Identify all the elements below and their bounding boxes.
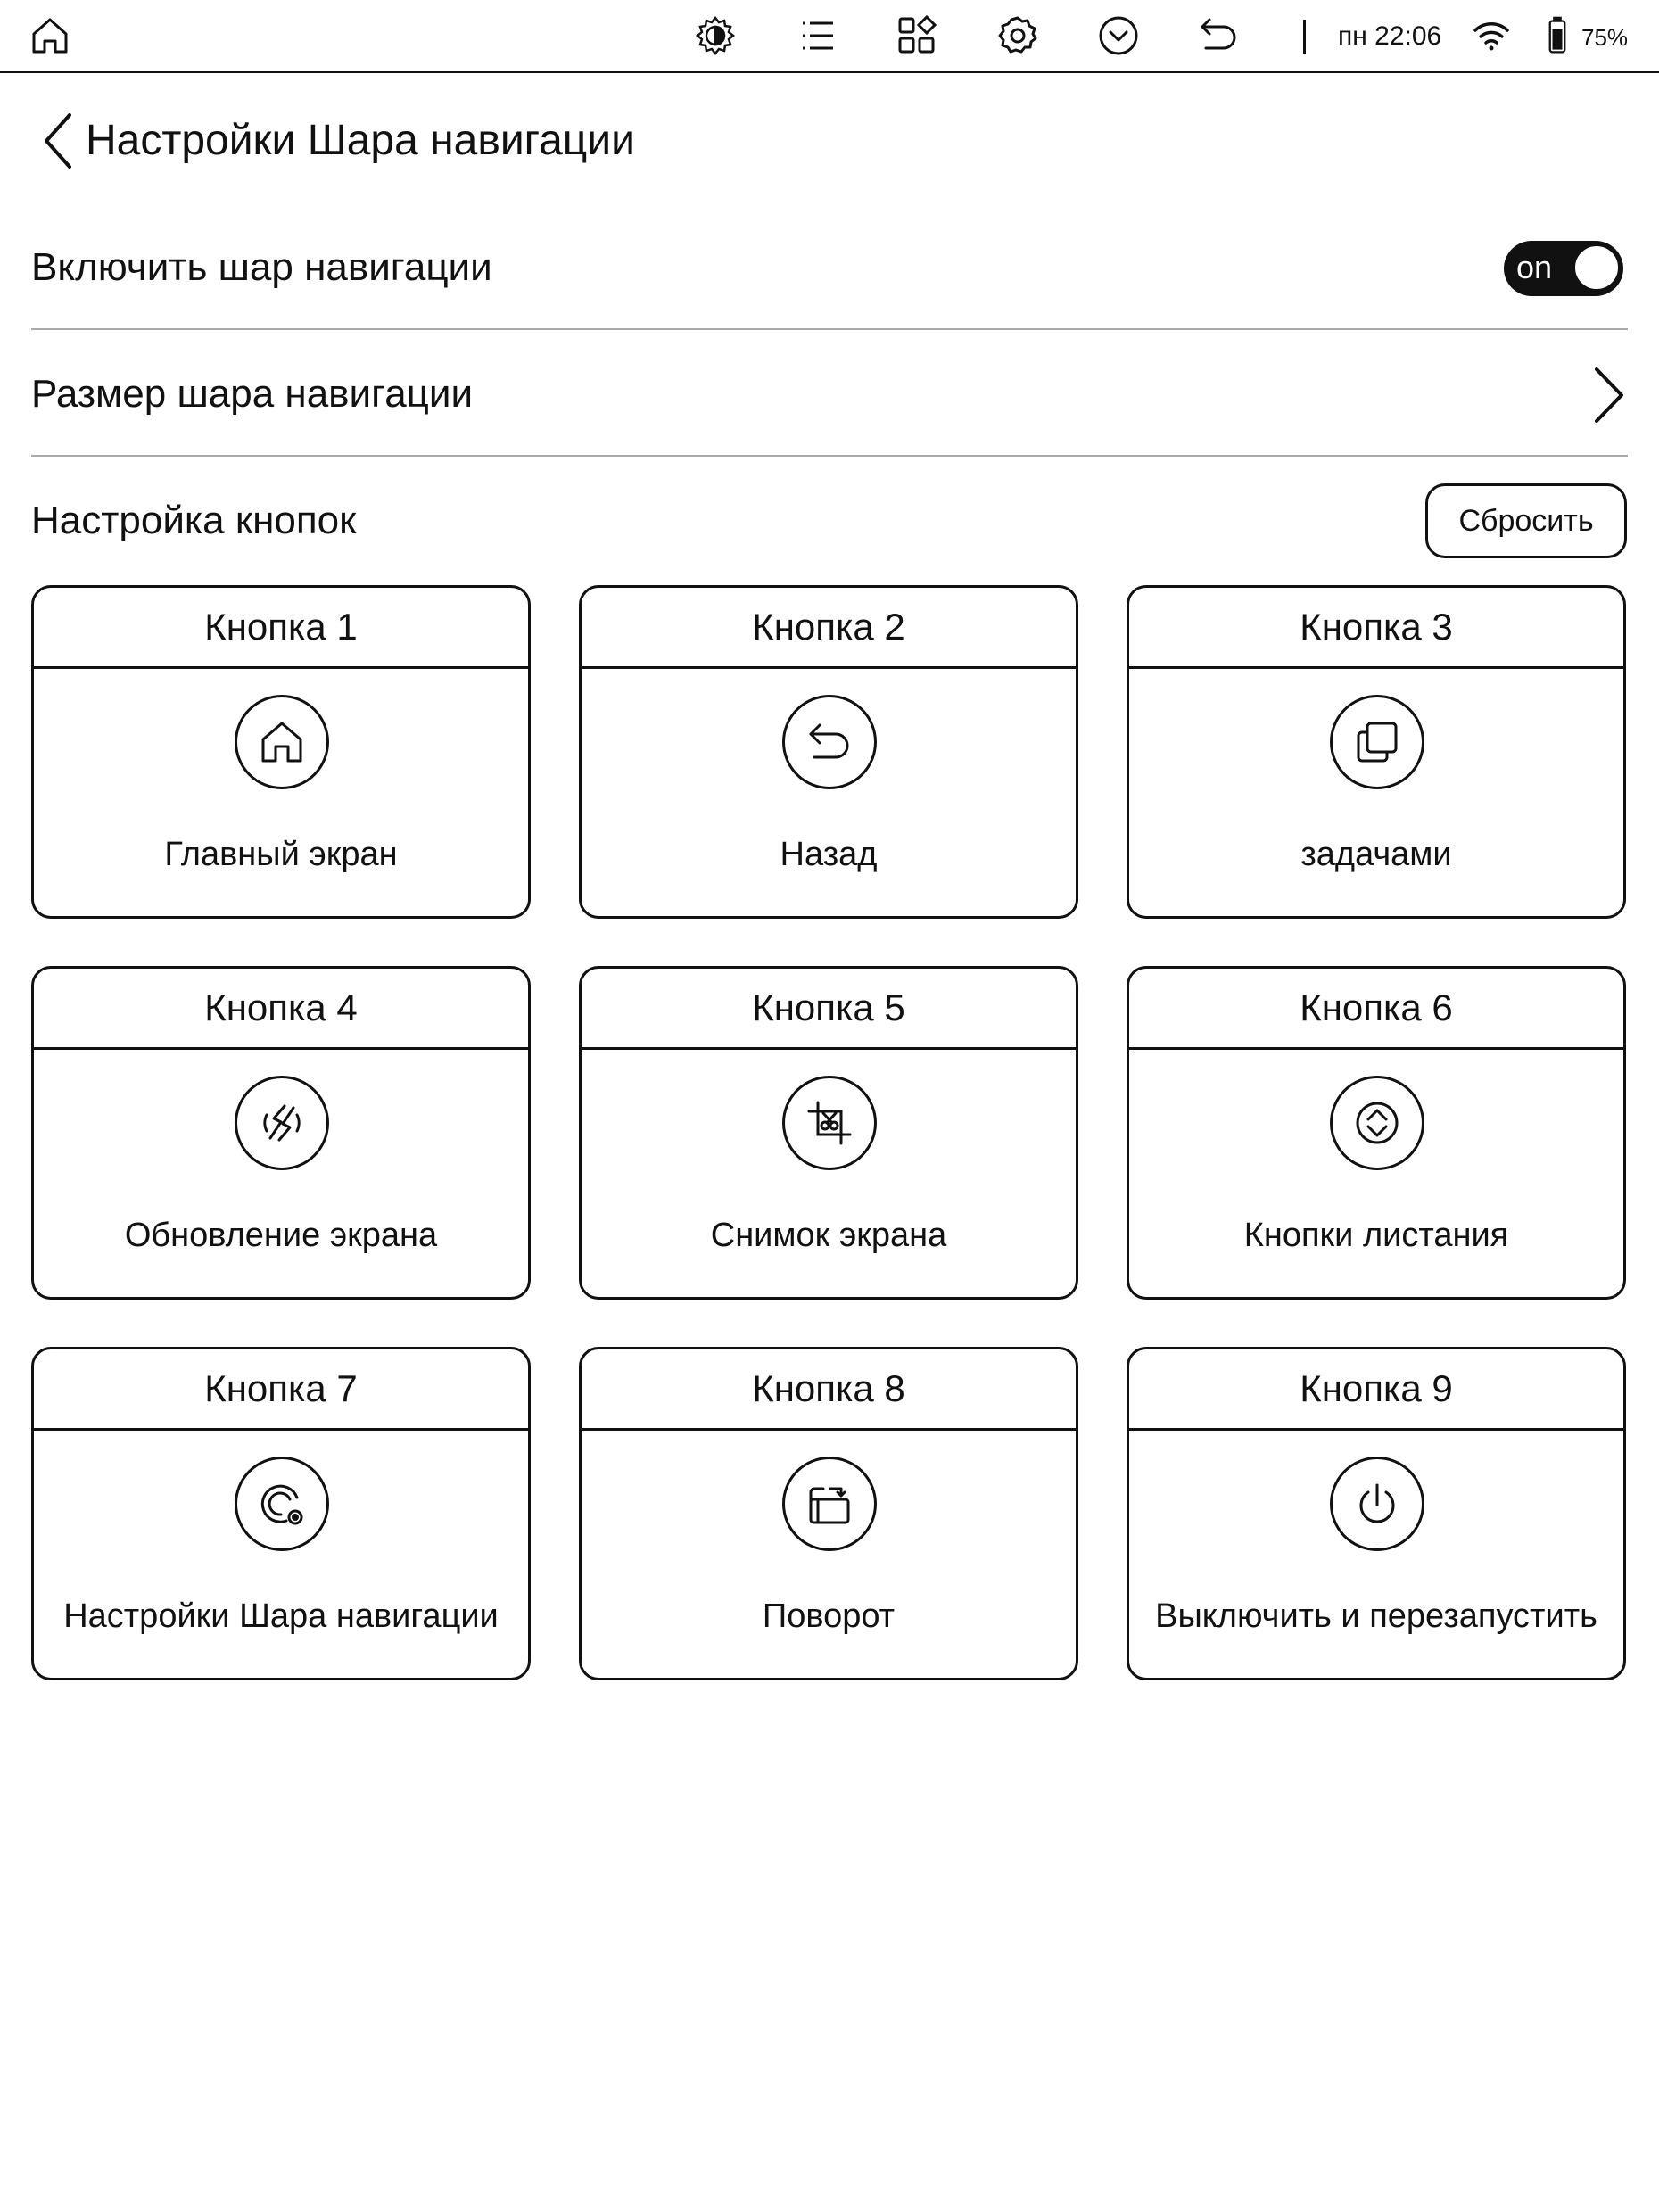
button-card-4[interactable]	[31, 966, 531, 1300]
home-icon[interactable]	[27, 12, 73, 59]
list-icon[interactable]	[794, 12, 840, 59]
buttons-section-header	[31, 496, 1628, 549]
button-card-action: Главный экран	[164, 836, 398, 873]
nav-ball-size-row[interactable]	[31, 357, 1628, 433]
home-icon	[235, 695, 329, 789]
page-turn-icon	[1330, 1076, 1424, 1170]
refresh-mode-icon[interactable]	[692, 12, 739, 59]
page-title: Настройки Шара навигации	[86, 117, 635, 164]
enable-nav-ball-row[interactable]	[31, 230, 1628, 307]
dropdown-icon[interactable]	[1095, 12, 1142, 59]
row-divider	[31, 455, 1628, 457]
settings-icon[interactable]	[995, 12, 1041, 59]
toggle-state-text: on	[1516, 249, 1553, 285]
nav-ball-size-label: Размер шара навигации	[31, 372, 474, 416]
enable-nav-ball-label: Включить шар навигации	[31, 245, 492, 289]
button-card-title: Кнопка 6	[1129, 969, 1623, 1050]
nav-ball-settings-icon	[235, 1457, 329, 1551]
status-clock: пн 22:06	[1338, 21, 1442, 51]
back-button[interactable]	[32, 107, 82, 175]
button-card-title: Кнопка 5	[582, 969, 1076, 1050]
rotate-icon	[782, 1457, 877, 1551]
button-card-action: Настройки Шара навигации	[63, 1597, 499, 1635]
back-icon[interactable]	[1195, 12, 1242, 59]
enable-nav-ball-toggle[interactable]	[1504, 241, 1623, 296]
apps-icon[interactable]	[894, 12, 940, 59]
battery-icon	[1539, 12, 1575, 59]
buttons-section-label: Настройка кнопок	[31, 499, 357, 542]
chevron-right-icon[interactable]	[1588, 364, 1630, 426]
button-card-action: Обновление экрана	[124, 1217, 438, 1254]
button-card-action: Кнопки листания	[1243, 1217, 1509, 1254]
row-divider	[31, 328, 1628, 330]
button-card-title: Кнопка 8	[582, 1349, 1076, 1431]
button-card-action: Назад	[780, 836, 878, 873]
chevron-left-icon	[39, 110, 75, 172]
button-card-8[interactable]	[579, 1347, 1078, 1680]
button-card-title: Кнопка 3	[1129, 588, 1623, 669]
screenshot-icon	[782, 1076, 877, 1170]
button-card-5[interactable]	[579, 966, 1078, 1300]
back-arrow-icon	[782, 695, 877, 789]
button-card-title: Кнопка 2	[582, 588, 1076, 669]
button-card-6[interactable]	[1127, 966, 1626, 1300]
button-card-title: Кнопка 9	[1129, 1349, 1623, 1431]
toggle-knob	[1573, 244, 1620, 291]
battery-percent: 75%	[1581, 24, 1629, 51]
button-card-9[interactable]	[1127, 1347, 1626, 1680]
button-card-title: Кнопка 4	[34, 969, 528, 1050]
button-card-3[interactable]	[1127, 585, 1626, 919]
button-card-action: задачами	[1300, 836, 1452, 873]
reset-button[interactable]: Сбросить	[1425, 483, 1627, 558]
wifi-icon	[1468, 12, 1515, 59]
button-card-1[interactable]	[31, 585, 531, 919]
button-card-title: Кнопка 7	[34, 1349, 528, 1431]
screen-refresh-icon	[235, 1076, 329, 1170]
button-card-action: Выключить и перезапустить	[1155, 1597, 1597, 1635]
button-card-action: Поворот	[762, 1597, 896, 1635]
button-card-action: Снимок экрана	[710, 1217, 947, 1254]
button-card-2[interactable]	[579, 585, 1078, 919]
tasks-icon	[1330, 695, 1424, 789]
status-divider	[1303, 20, 1306, 54]
button-card-7[interactable]	[31, 1347, 531, 1680]
status-bar	[0, 0, 1659, 73]
power-icon	[1330, 1457, 1424, 1551]
button-card-title: Кнопка 1	[34, 588, 528, 669]
